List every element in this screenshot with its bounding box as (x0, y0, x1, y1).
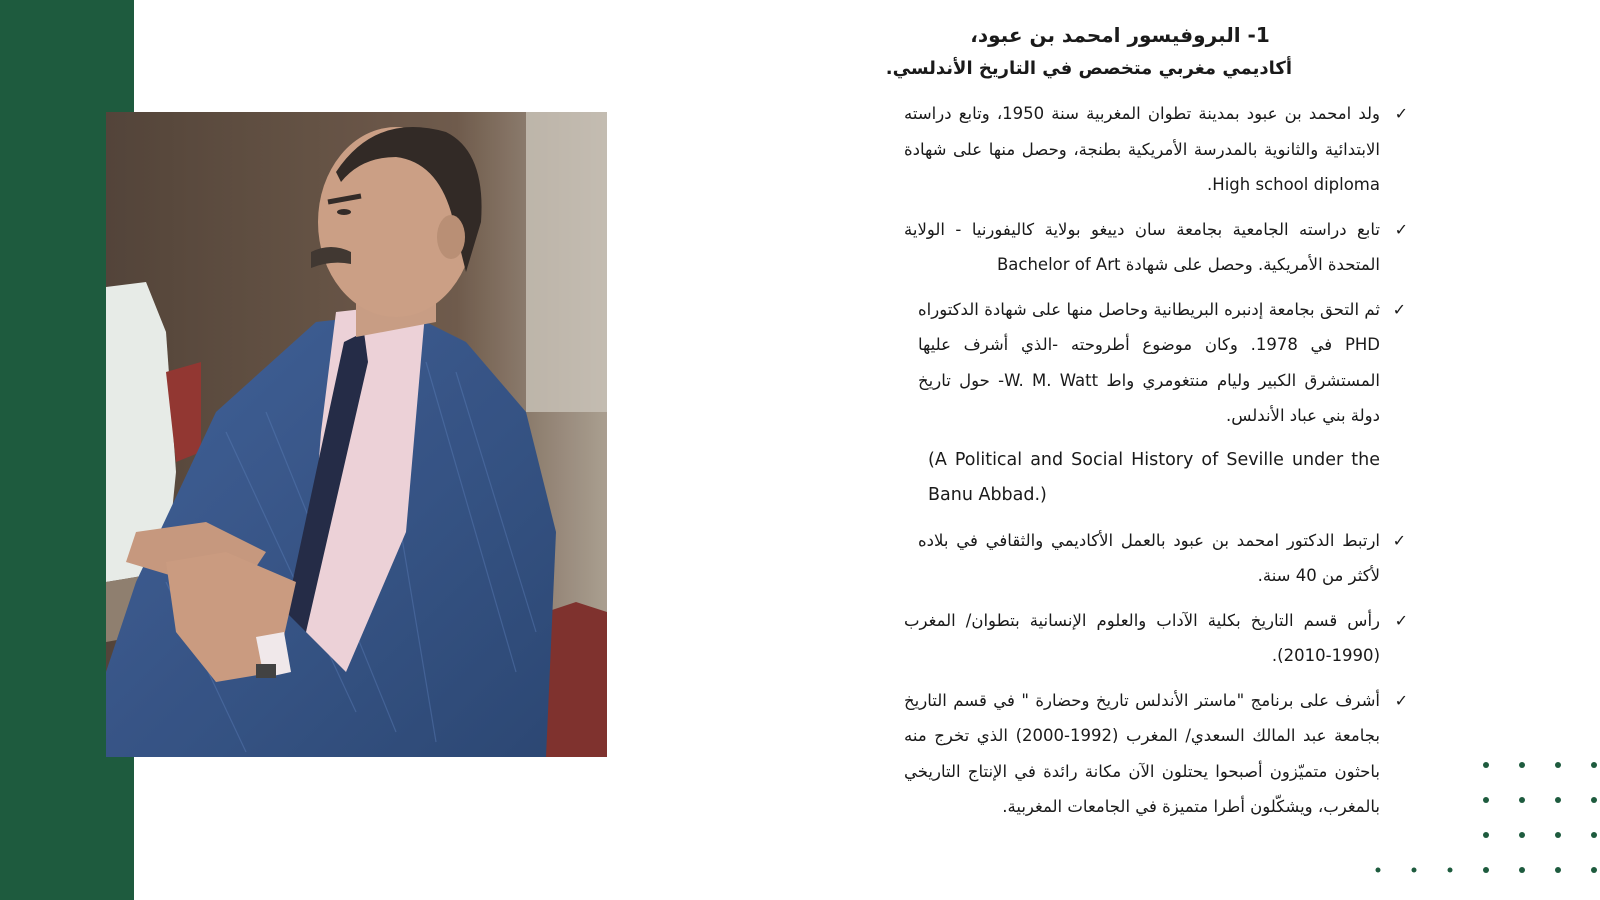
bullet-item (904, 683, 1408, 825)
bullet-text: ولد امحمد بن عبود بمدينة تطوان المغربية سنة 1950، وتابع دراسته الابتدائية والثانوية بالمدرسة الأمريكية بطنجة، وحصل منها على شهادة High school diploma. (904, 104, 1381, 194)
decorative-dot (1519, 832, 1525, 838)
decorative-dot (1483, 832, 1489, 838)
bullet-text: أشرف على برنامج "ماستر الأندلس تاريخ وحضارة " في قسم التاريخ بجامعة عبد المالك السعدي/ المغرب (1992-2000) الذي تخرج منه باحثون متميّزون أصبحوا يحتلون الآن مكانة رائدة في الإنتاج التاريخي بالمغرب، ويشكّلون أطرا متميزة في الجامعات المغربية. (904, 690, 1380, 816)
decorative-dot (1519, 867, 1525, 873)
decorative-dot (1591, 797, 1597, 803)
bullet-text: تابع دراسته الجامعية بجامعة سان دييغو بولاية كاليفورنيا - الولاية المتحدة الأمريكية. وحصل على شهادة Bachelor of Art (904, 219, 1380, 274)
check-icon: ✓ (1394, 219, 1408, 239)
decorative-dot (1483, 762, 1489, 768)
bullet-item (918, 523, 1406, 594)
check-icon: ✓ (1394, 690, 1408, 710)
check-icon: ✓ (1392, 530, 1406, 550)
slide-title: 1- البروفيسور امحمد بن عبود، (970, 23, 1270, 47)
decorative-dot (1412, 868, 1417, 873)
decorative-dot (1483, 797, 1489, 803)
bullet-item (904, 96, 1408, 203)
decorative-dot (1555, 867, 1561, 873)
bullet-item (918, 292, 1406, 434)
check-icon: ✓ (1394, 610, 1408, 630)
text-content (860, 18, 1408, 834)
decorative-dot (1555, 832, 1561, 838)
decorative-dot (1591, 832, 1597, 838)
bullet-text: ارتبط الدكتور امحمد بن عبود بالعمل الأكاديمي والثقافي في بلاده لأكثر من 40 سنة. (918, 530, 1380, 585)
check-icon: ✓ (1392, 299, 1406, 319)
portrait-photo (106, 112, 607, 757)
decorative-dot (1555, 762, 1561, 768)
decorative-dot (1519, 797, 1525, 803)
slide-subtitle: أكاديمي مغربي متخصص في التاريخ الأندلسي. (885, 58, 1292, 79)
bullet-text: رأس قسم التاريخ بكلية الآداب والعلوم الإنسانية بتطوان/ المغرب (1990-2010). (904, 610, 1380, 665)
decorative-dot (1376, 868, 1381, 873)
thesis-title-english: (A Political and Social History of Seville under the Banu Abbad.) (928, 449, 1380, 505)
decorative-dot (1519, 762, 1525, 768)
decorative-dot (1483, 867, 1489, 873)
decorative-dot (1591, 867, 1597, 873)
bullet-item (904, 603, 1408, 674)
decorative-dot-grid (1370, 755, 1600, 900)
portrait-photo-image (106, 112, 607, 757)
bullet-text: ثم التحق بجامعة إدنبره البريطانية وحاصل منها على شهادة الدكتوراه PHD في 1978. وكان موضوع أطروحته -الذي أشرف عليها المستشرق الكبير وليام منتغومري واط W. M. Watt- حول تاريخ دولة بني عباد الأندلس. (918, 299, 1380, 425)
check-icon: ✓ (1394, 104, 1408, 123)
decorative-dot (1591, 762, 1597, 768)
decorative-dot (1448, 868, 1453, 873)
decorative-dot (1555, 797, 1561, 803)
dot-grid-svg (1370, 755, 1600, 900)
bullet-item (904, 212, 1408, 283)
